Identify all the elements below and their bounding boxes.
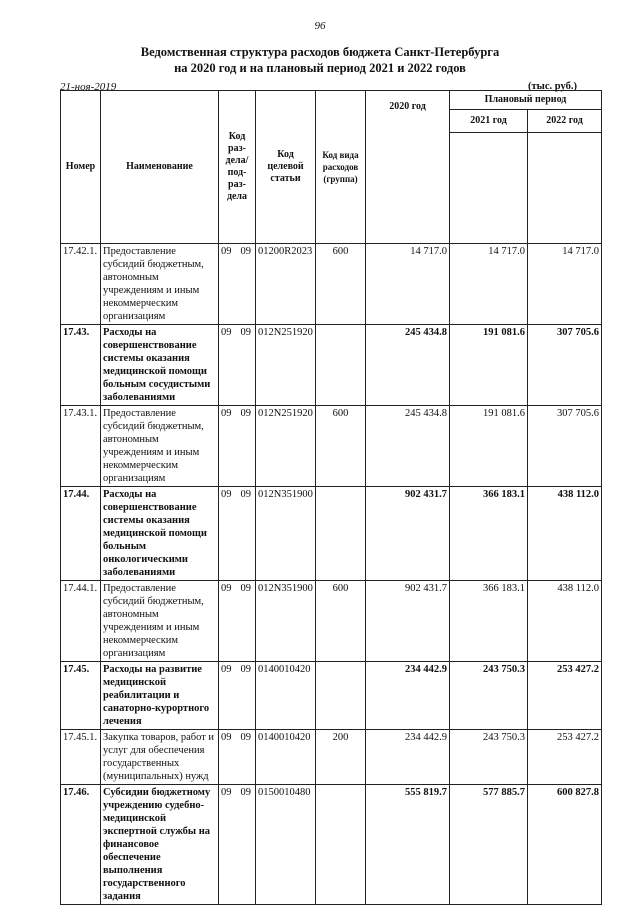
row-number: 17.43. <box>61 325 101 406</box>
row-amount-2022: 438 112.0 <box>528 581 602 662</box>
row-name: Субсидии бюджетному учреждению судебно-медицинской экспертной службы на финансовое обеспечение выполнения государственного задания <box>101 785 219 905</box>
row-amount-2022: 253 427.2 <box>528 730 602 785</box>
section-code: 09 <box>221 489 232 500</box>
section-code: 09 <box>221 732 232 743</box>
section-code: 09 <box>221 664 232 675</box>
header-spacer <box>450 133 528 244</box>
row-name: Расходы на развитие медицинской реабилитации и санаторно-курортного лечения <box>101 662 219 730</box>
row-name: Расходы на совершенствование системы оказания медицинской помощи больным онкологическими заболеваниями <box>101 487 219 581</box>
row-expense-group <box>316 785 366 905</box>
row-section-code <box>219 325 256 406</box>
header-number: Номер <box>61 91 101 244</box>
row-amount-2020: 555 819.7 <box>366 785 450 905</box>
row-number: 17.45. <box>61 662 101 730</box>
row-amount-2021: 243 750.3 <box>450 662 528 730</box>
title-line-2: на 2020 год и на плановый период 2021 и 2022 годов <box>174 61 466 75</box>
row-amount-2020: 902 431.7 <box>366 581 450 662</box>
row-target-code: 0150010480 <box>256 785 316 905</box>
row-amount-2021: 14 717.0 <box>450 244 528 325</box>
row-amount-2020: 234 442.9 <box>366 662 450 730</box>
row-amount-2021: 366 183.1 <box>450 487 528 581</box>
subsection-code: 09 <box>240 583 251 594</box>
row-section-code <box>219 730 256 785</box>
row-number: 17.44. <box>61 487 101 581</box>
row-expense-group: 600 <box>316 581 366 662</box>
document-title <box>0 44 640 76</box>
row-amount-2022: 438 112.0 <box>528 487 602 581</box>
row-amount-2020: 14 717.0 <box>366 244 450 325</box>
row-amount-2022: 307 705.6 <box>528 406 602 487</box>
row-section-code <box>219 581 256 662</box>
row-section-code <box>219 662 256 730</box>
row-amount-2021: 243 750.3 <box>450 730 528 785</box>
row-name: Предоставление субсидий бюджетным, автономным учреждениям и иным некоммерческим организациям <box>101 581 219 662</box>
section-code: 09 <box>221 787 232 798</box>
row-target-code: 012N251920 <box>256 325 316 406</box>
table-row <box>61 325 602 406</box>
header-plan-period: Плановый период <box>450 91 602 110</box>
row-amount-2022: 14 717.0 <box>528 244 602 325</box>
row-expense-group: 600 <box>316 406 366 487</box>
subsection-code: 09 <box>240 408 251 419</box>
header-section-code: Код раз-дела/ под-раз-дела <box>219 91 256 244</box>
currency-unit: (тыс. руб.) <box>528 81 577 92</box>
row-section-code <box>219 785 256 905</box>
header-spacer <box>528 133 602 244</box>
table-row <box>61 785 602 905</box>
row-name: Закупка товаров, работ и услуг для обеспечения государственных (муниципальных) нужд <box>101 730 219 785</box>
row-section-code <box>219 406 256 487</box>
row-name: Предоставление субсидий бюджетным, автономным учреждениям и иным некоммерческим организациям <box>101 406 219 487</box>
row-target-code: 0140010420 <box>256 730 316 785</box>
row-expense-group: 200 <box>316 730 366 785</box>
table-row <box>61 730 602 785</box>
row-amount-2021: 191 081.6 <box>450 325 528 406</box>
row-target-code: 0140010420 <box>256 662 316 730</box>
subsection-code: 09 <box>240 732 251 743</box>
row-amount-2020: 234 442.9 <box>366 730 450 785</box>
header-name: Наименование <box>101 91 219 244</box>
subsection-code: 09 <box>240 787 251 798</box>
subsection-code: 09 <box>240 489 251 500</box>
subsection-code: 09 <box>240 327 251 338</box>
row-amount-2022: 253 427.2 <box>528 662 602 730</box>
row-target-code: 012N351900 <box>256 581 316 662</box>
page-number: 96 <box>314 20 326 32</box>
row-section-code <box>219 487 256 581</box>
row-amount-2020: 245 434.8 <box>366 325 450 406</box>
row-expense-group <box>316 662 366 730</box>
row-expense-group <box>316 487 366 581</box>
section-code: 09 <box>221 408 232 419</box>
header-2020: 2020 год <box>366 91 450 244</box>
row-number: 17.45.1. <box>61 730 101 785</box>
table-row <box>61 662 602 730</box>
budget-table <box>60 90 602 905</box>
row-number: 17.43.1. <box>61 406 101 487</box>
row-name: Предоставление субсидий бюджетным, автономным учреждениям и иным некоммерческим организациям <box>101 244 219 325</box>
row-amount-2020: 902 431.7 <box>366 487 450 581</box>
row-target-code: 01200R2023 <box>256 244 316 325</box>
row-name: Расходы на совершенствование системы оказания медицинской помощи больным сосудистыми заболеваниями <box>101 325 219 406</box>
row-expense-group: 600 <box>316 244 366 325</box>
table-row <box>61 406 602 487</box>
title-line-1: Ведомственная структура расходов бюджета Санкт-Петербурга <box>140 45 500 59</box>
row-section-code <box>219 244 256 325</box>
header-2021: 2021 год <box>450 110 528 133</box>
section-code: 09 <box>221 327 232 338</box>
table-row <box>61 244 602 325</box>
section-code: 09 <box>221 246 232 257</box>
header-2022: 2022 год <box>528 110 602 133</box>
row-amount-2021: 191 081.6 <box>450 406 528 487</box>
document-date: 21-ноя-2019 <box>60 81 117 93</box>
row-target-code: 012N351900 <box>256 487 316 581</box>
subsection-code: 09 <box>240 664 251 675</box>
row-amount-2022: 307 705.6 <box>528 325 602 406</box>
row-target-code: 012N251920 <box>256 406 316 487</box>
row-amount-2021: 577 885.7 <box>450 785 528 905</box>
row-expense-group <box>316 325 366 406</box>
header-expense-code: Код вида расходов (группа) <box>316 91 366 244</box>
row-amount-2020: 245 434.8 <box>366 406 450 487</box>
table-row <box>61 487 602 581</box>
row-number: 17.44.1. <box>61 581 101 662</box>
row-number: 17.46. <box>61 785 101 905</box>
section-code: 09 <box>221 583 232 594</box>
row-number: 17.42.1. <box>61 244 101 325</box>
table-row <box>61 581 602 662</box>
header-target-code: Код целевой статьи <box>256 91 316 244</box>
row-amount-2021: 366 183.1 <box>450 581 528 662</box>
subsection-code: 09 <box>240 246 251 257</box>
row-amount-2022: 600 827.8 <box>528 785 602 905</box>
